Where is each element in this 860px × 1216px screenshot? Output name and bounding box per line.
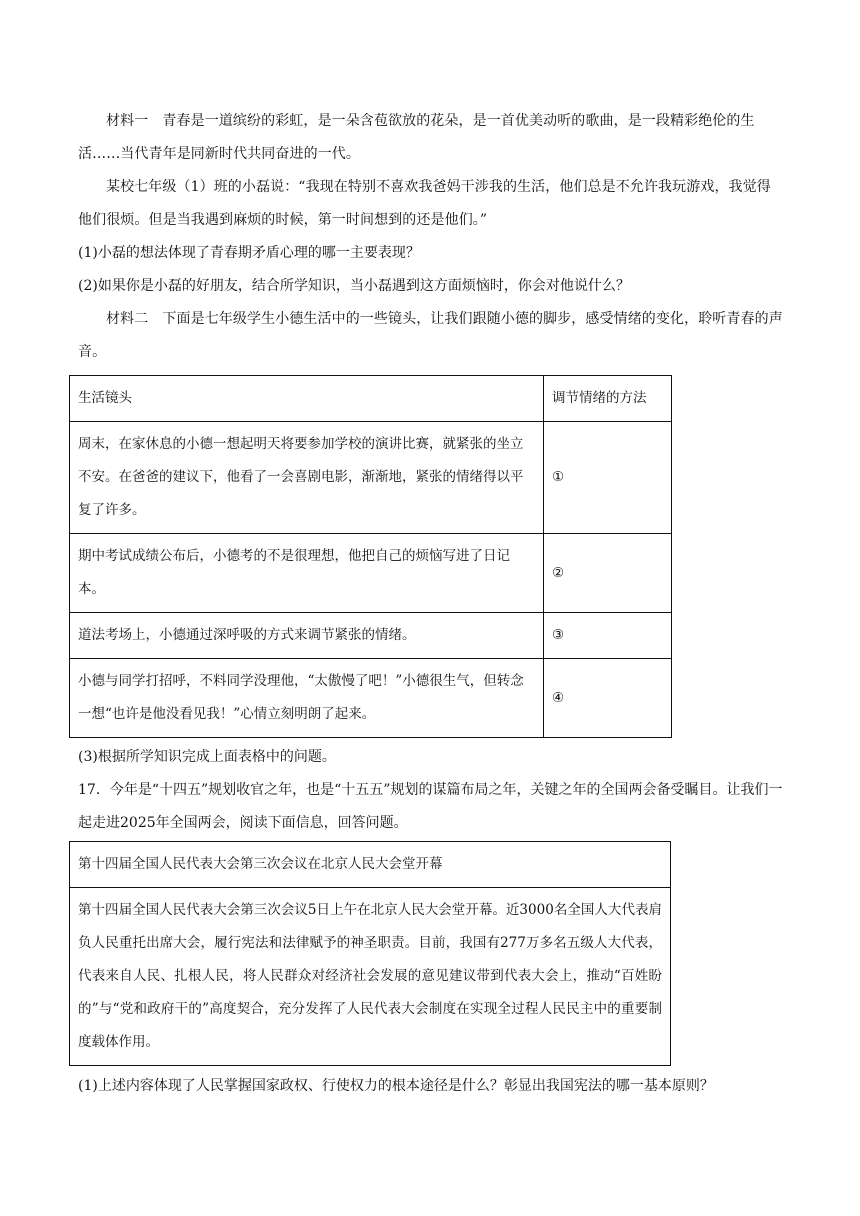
header-method: 调节情绪的方法 <box>544 376 672 422</box>
scene-cell: 期中考试成绩公布后，小德考的不是很理想，他把自己的烦恼写进了日记本。 <box>70 534 544 613</box>
question-17: 17．今年是“十四五”规划收官之年，也是“十五五”规划的谋篇布局之年，关键之年的全国两会备受瞩目。让我们一起走进2025年全国两会，阅读下面信息，回答问题。 <box>78 782 783 831</box>
news-box <box>69 841 671 1066</box>
table-row <box>70 534 672 613</box>
question-2: (2)如果你是小磊的好朋友，结合所学知识，当小磊遇到这方面烦恼时，你会对他说什么？ <box>78 278 630 294</box>
header-scene: 生活镜头 <box>70 376 544 422</box>
method-cell: ④ <box>544 659 672 738</box>
news-body: 第十四届全国人民代表大会第三次会议5日上午在北京人民大会堂开幕。近3000名全国人大代表肩负人民重托出席大会，履行宪法和法律赋予的神圣职责。目前，我国有277万多名五级人大代表，代表来自人民、扎根人民，将人民群众对经济社会发展的意见建议带到代表大会上，推动“百姓盼的”与“党和政府干的”高度契合，充分发挥了人民代表大会制度在实现全过程人民民主中的重要制度载体作用。 <box>70 888 671 1066</box>
method-cell: ③ <box>544 613 672 659</box>
life-scenes-table <box>69 375 672 738</box>
table-header-row <box>70 376 672 422</box>
table-row <box>70 422 672 534</box>
news-title: 第十四届全国人民代表大会第三次会议在北京人民大会堂开幕 <box>70 842 671 888</box>
material1-intro: 材料一 青春是一道缤纷的彩虹，是一朵含苞欲放的花朵，是一首优美动听的歌曲，是一段精彩绝伦的生活……当代青年是同新时代共同奋进的一代。 <box>78 113 755 162</box>
question-17-1: (1)上述内容体现了人民掌握国家政权、行使权力的根本途径是什么？彰显出我国宪法的哪一基本原则？ <box>78 1078 714 1094</box>
question-3: (3)根据所学知识完成上面表格中的问题。 <box>78 749 336 765</box>
table-row <box>70 659 672 738</box>
material2-intro: 材料二 下面是七年级学生小德生活中的一些镜头，让我们跟随小德的脚步，感受情绪的变化，聆听青春的声音。 <box>78 311 783 360</box>
question-1: (1)小磊的想法体现了青春期矛盾心理的哪一主要表现？ <box>78 245 420 261</box>
scene-cell: 道法考场上，小德通过深呼吸的方式来调节紧张的情绪。 <box>70 613 544 659</box>
method-cell: ① <box>544 422 672 534</box>
scene-cell: 小德与同学打招呼，不料同学没理他，“太傲慢了吧！”小德很生气，但转念一想“也许是他没看见我！”心情立刻明朗了起来。 <box>70 659 544 738</box>
scene-cell: 周末，在家休息的小德一想起明天将要参加学校的演讲比赛，就紧张的坐立不安。在爸爸的建议下，他看了一会喜剧电影，渐渐地，紧张的情绪得以平复了许多。 <box>70 422 544 534</box>
method-cell: ② <box>544 534 672 613</box>
table-row <box>70 613 672 659</box>
material1-quote: 某校七年级（1）班的小磊说：“我现在特别不喜欢我爸妈干涉我的生活，他们总是不允许我玩游戏，我觉得他们很烦。但是当我遇到麻烦的时候，第一时间想到的还是他们。” <box>78 179 771 228</box>
